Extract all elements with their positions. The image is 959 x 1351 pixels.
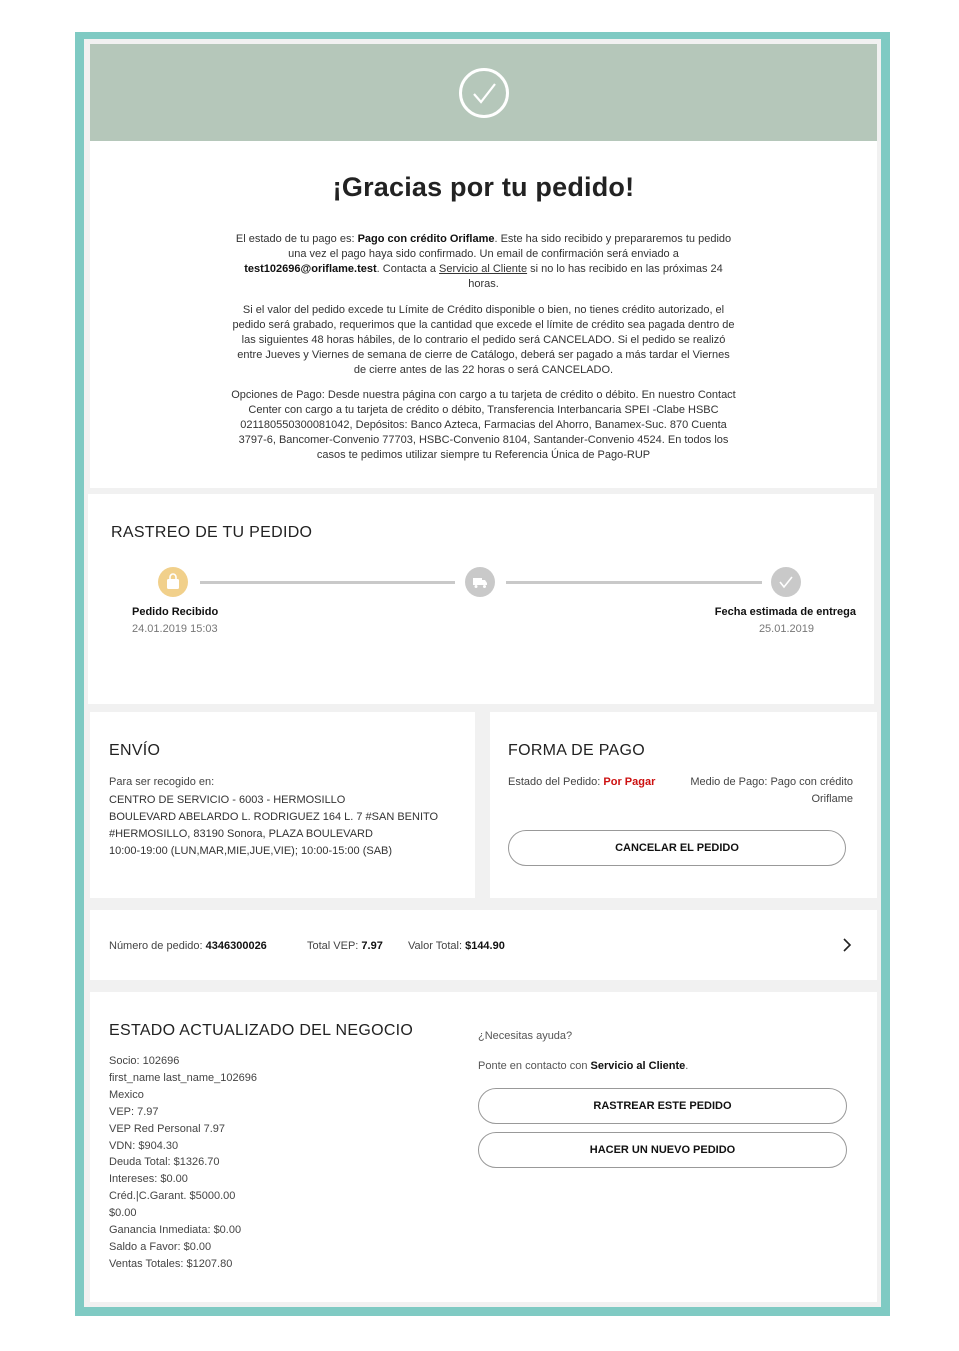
business-line: $0.00 [109, 1207, 137, 1220]
business-line: Ventas Totales: $1207.80 [109, 1257, 233, 1270]
page-title: ¡Gracias por tu pedido! [332, 172, 635, 202]
payment-status-paragraph [230, 232, 737, 292]
shopping-bag-icon [158, 567, 188, 597]
business-line: Créd.|C.Garant. $5000.00 [109, 1190, 236, 1203]
shipping-title: ENVÍO [109, 742, 161, 759]
business-line: Socio: 102696 [109, 1055, 180, 1067]
text-span: El estado de tu pago es: [235, 233, 358, 245]
credit-limit-paragraph: Si el valor del pedido excede tu Límite de Crédito disponible o bien, no tienes crédito autorizado, el pedido será grabado, requerimos que la cantidad que excede el límite de crédito sea pagada dentro de las siguientes 48 horas hábiles, de lo contrario el pedido será CANCELADO. Si el pedido se realizó entre Jueves y Viernes de semana de cierre de Catálogo, deberá ser pagado a más tardar el Viernes de cierre antes de las 22 horas o será CANCELADO. [232, 304, 735, 376]
business-line: Ganancia Inmediata: $0.00 [109, 1224, 242, 1237]
step-received-date: 24.01.2019 15:03 [132, 623, 218, 635]
payment-medium: Medio de Pago: Pago con crédito Oriflame [690, 776, 853, 805]
order-number-value: 4346300026 [205, 940, 267, 952]
order-tracking-card [88, 494, 874, 704]
checkmark-icon [771, 567, 801, 597]
step-delivery-date: 25.01.2019 [758, 623, 814, 635]
text-span: si no lo has recibido en las próximas 24 horas. [468, 263, 723, 290]
address-line: 10:00-19:00 (LUN,MAR,MIE,JUE,VIE); 10:00-15:00 (SAB) [109, 845, 393, 857]
business-status-card [90, 992, 877, 1302]
payment-status-value: Pago con crédito Oriflame [357, 233, 495, 245]
business-line: VEP Red Personal 7.97 [109, 1122, 225, 1135]
address-line: BOULEVARD ABELARDO L. RODRIGUEZ 164 L. 7 #SAN BENITO [109, 811, 439, 823]
business-line: VDN: $904.30 [109, 1139, 179, 1152]
payment-card [490, 712, 877, 898]
address-line: CENTRO DE SERVICIO - 6003 - HERMOSILLO [109, 794, 346, 806]
text-span: . Contacta a [376, 263, 440, 275]
shipping-card [90, 712, 475, 898]
total-vep-value: 7.97 [361, 940, 383, 952]
chevron-right-icon[interactable] [839, 937, 855, 953]
order-summary-row[interactable] [90, 910, 877, 980]
thank-you-card [90, 44, 877, 488]
new-order-button[interactable]: HACER UN NUEVO PEDIDO [478, 1132, 847, 1168]
total-value-amount: $144.90 [465, 940, 505, 952]
hero-banner [90, 44, 877, 141]
page-frame [75, 32, 890, 1316]
truck-icon [465, 567, 495, 597]
progress-line [506, 581, 762, 584]
pickup-address [109, 792, 469, 860]
text-span: Ponte en contacto con [478, 1060, 591, 1072]
business-line: VEP: 7.97 [109, 1105, 159, 1118]
customer-service-link[interactable]: Servicio al Cliente [439, 263, 528, 275]
text-span: . Este ha sido recibido y prepararemos tu pedido una vez el pago haya sido confirmado. Un email de confirmación será enviado a [288, 233, 732, 260]
order-status-value: Por Pagar [603, 776, 656, 788]
business-line: first_name last_name_102696 [109, 1071, 257, 1084]
page-content [84, 39, 881, 1307]
order-status [508, 774, 655, 791]
help-question: ¿Necesitas ayuda? [478, 1030, 573, 1042]
total-vep [307, 940, 383, 952]
order-number-label: Número de pedido: [109, 940, 206, 952]
payment-options-paragraph: Opciones de Pago: Desde nuestra página con cargo a tu tarjeta de crédito o débito. En nuestro Contact Center con cargo a tu tarjeta de crédito o débito, Transferencia Interbancaria SPEI -Clabe HSBC 021180550300081042, Depósitos: Banco Azteca, Farmacias del Ahorro, Banamex-Suc. 870 Cuenta 3797-6, Bancomer-Convenio 77703, HSBC-Convenio 8104, Santander-Convenio 4524. En todos los casos te pedimos utilizar siempre tu Referencia Única de Pago-RUP [231, 389, 736, 461]
total-value [408, 940, 505, 952]
customer-service-link[interactable]: Servicio al Cliente [590, 1060, 686, 1072]
business-line: Deuda Total: $1326.70 [109, 1156, 220, 1169]
check-circle-icon [459, 68, 509, 118]
help-contact [478, 1060, 688, 1072]
business-title: ESTADO ACTUALIZADO DEL NEGOCIO [109, 1022, 414, 1039]
progress-line [200, 581, 455, 584]
step-received-label: Pedido Recibido [132, 606, 219, 618]
business-details [109, 1053, 257, 1273]
address-line: #HERMOSILLO, 83190 Sonora, PLAZA BOULEVARD [109, 828, 373, 840]
tracking-title: RASTREO DE TU PEDIDO [111, 524, 313, 541]
business-line: Saldo a Favor: $0.00 [109, 1240, 212, 1253]
order-number [109, 940, 267, 952]
total-vep-label: Total VEP: [307, 940, 362, 952]
business-line: Intereses: $0.00 [109, 1173, 188, 1186]
business-line: Mexico [109, 1088, 144, 1101]
pickup-label: Para ser recogido en: [109, 776, 215, 788]
step-delivery-label: Fecha estimada de entrega [714, 606, 856, 618]
email-value: test102696@oriflame.test [244, 263, 377, 275]
text-span: . [685, 1060, 689, 1072]
total-value-label: Valor Total: [408, 940, 466, 952]
payment-title: FORMA DE PAGO [508, 742, 645, 759]
track-order-button[interactable]: RASTREAR ESTE PEDIDO [478, 1088, 847, 1124]
cancel-order-button[interactable]: CANCELAR EL PEDIDO [508, 830, 846, 866]
order-status-label: Estado del Pedido: [508, 776, 604, 788]
